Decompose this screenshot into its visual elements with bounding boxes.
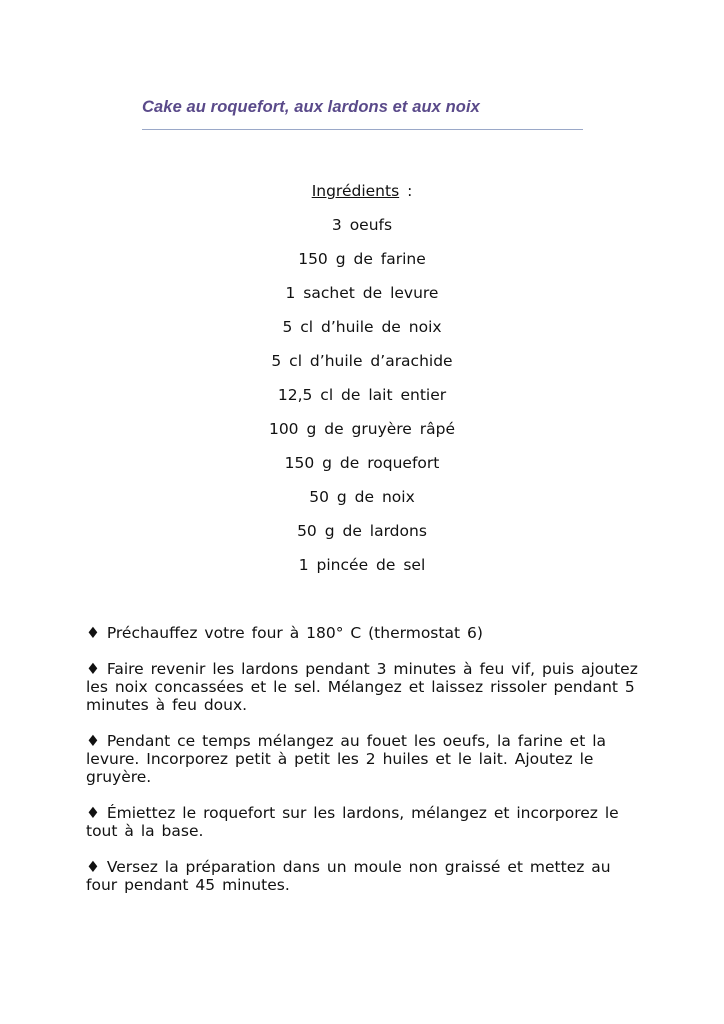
ingredients-section bbox=[0, 180, 724, 588]
preparation-step: ♦ Faire revenir les lardons pendant 3 minutes à feu vif, puis ajoutez les noix concassées et le sel. Mélangez et laissez rissoler pendant 5 minutes à feu doux. bbox=[86, 660, 638, 714]
ingredient-item: 150 g de farine bbox=[298, 250, 426, 268]
ingredient-item: 150 g de roquefort bbox=[284, 454, 440, 472]
ingredients-heading bbox=[0, 180, 724, 214]
ingredients-list bbox=[0, 214, 724, 588]
title-underline-divider bbox=[142, 129, 583, 130]
preparation-step: ♦ Versez la préparation dans un moule non graissé et mettez au four pendant 45 minutes. bbox=[86, 858, 611, 894]
ingredient-item: 1 sachet de levure bbox=[285, 284, 439, 302]
ingredient-item: 5 cl d’huile de noix bbox=[282, 318, 442, 336]
ingredient-item: 3 oeufs bbox=[331, 216, 393, 234]
ingredient-item: 50 g de lardons bbox=[297, 522, 427, 540]
ingredient-item: 50 g de noix bbox=[309, 488, 415, 506]
preparation-step: ♦ Pendant ce temps mélangez au fouet les oeufs, la farine et la levure. Incorporez petit à petit les 2 huiles et le lait. Ajoutez le gruyère. bbox=[86, 732, 607, 786]
ingredient-item: 12,5 cl de lait entier bbox=[277, 386, 447, 404]
ingredient-item: 100 g de gruyère râpé bbox=[268, 420, 456, 438]
ingredient-item: 1 pincée de sel bbox=[298, 556, 426, 574]
ingredients-heading-colon: : bbox=[399, 182, 413, 200]
ingredient-item: 5 cl d’huile d’arachide bbox=[271, 352, 453, 370]
preparation-step: ♦ Préchauffez votre four à 180° C (thermostat 6) bbox=[86, 624, 483, 642]
preparation-step: ♦ Émiettez le roquefort sur les lardons, mélangez et incorporez le tout à la base. bbox=[86, 804, 619, 840]
recipe-title: Cake au roquefort, aux lardons et aux noix bbox=[142, 98, 480, 116]
ingredients-heading-label: Ingrédients bbox=[311, 182, 400, 200]
preparation-steps bbox=[86, 624, 642, 912]
